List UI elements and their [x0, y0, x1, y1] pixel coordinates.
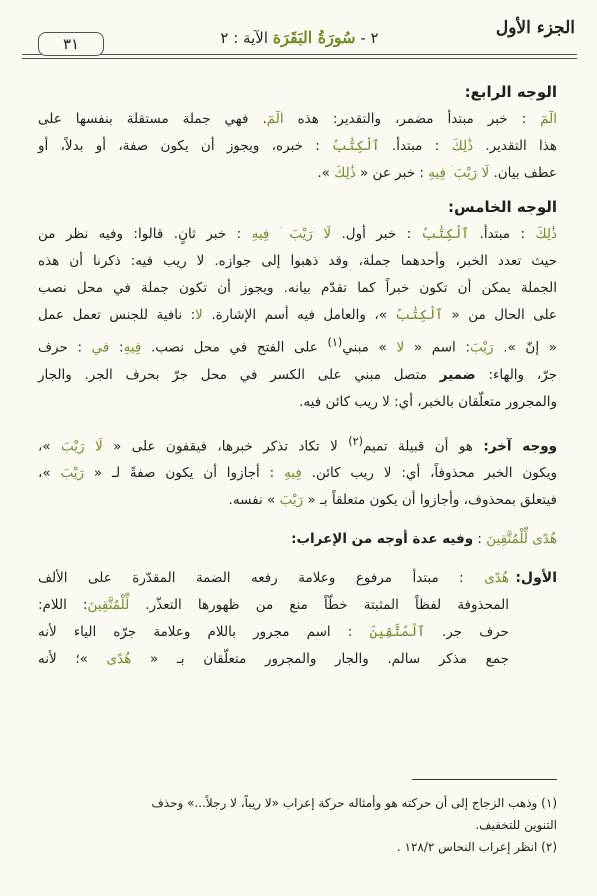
text-line: [38, 329, 557, 362]
other-view-label: ووجه آخر:: [483, 438, 557, 454]
text-line: [38, 221, 557, 248]
text-run: : مبتدأ مرفوع وعلامة رفعه الضمة المقدّرة على الألف: [38, 570, 485, 586]
sura-name: سُورَةُ البَقَرَة: [272, 28, 356, 47]
text-line: [38, 592, 509, 619]
text-run: : مبتدأ.: [469, 226, 536, 242]
page-number: ٣١: [38, 32, 104, 56]
ayah-ref: الآية : ٢: [220, 29, 268, 47]
spacer: [38, 514, 557, 526]
text-line: [38, 362, 557, 389]
bold-term: ضمير: [439, 366, 476, 383]
text-run: : أجازوا أن يكون صفةً لـ «: [84, 465, 285, 481]
text-line: والمجرور متعلّقان بالخبر، أي: لا ريب كائن فيه.: [299, 393, 557, 410]
text-run: . فهي جملة مستقلة بنفسها على: [38, 111, 267, 127]
text-line: [38, 526, 557, 553]
quran-word: لَا رَيْبَ ۛ فِيهِ: [251, 226, 332, 242]
quran-word: هُدًى: [484, 570, 509, 586]
text-line: [38, 160, 557, 187]
section-heading-fourth: الوجه الرابع:: [464, 83, 557, 101]
text-line: حيث تعدد الخبر، وأحدهما جملة، وقد ذهبوا إلى جوازه. لا ريب فيه: ذكرنا أن هذه: [38, 253, 557, 269]
text-run: المحذوفة لفظاً المثبتة خطّاً منع من ظهورها التعذّر.: [129, 597, 509, 613]
text-run: : نافية للجنس تعمل عمل: [38, 307, 196, 323]
text-line: [38, 133, 557, 160]
text-run: : خبر عن «: [355, 165, 429, 181]
quran-word: ذَٰلِكَ: [451, 138, 474, 154]
text-run: :: [473, 531, 487, 547]
text-line: [38, 302, 557, 329]
text-run: فيتعلق بمحذوف، وأجازوا أن يكون متعلقاً بـ «: [303, 492, 557, 508]
section-heading-fifth: الوجه الخامس:: [447, 198, 557, 216]
text-run: ويكون الخبر محذوفاً، أي: لا ريب كائن.: [301, 465, 557, 481]
first-view-block: [38, 565, 557, 673]
first-view-label: الأول:: [515, 570, 557, 586]
spacer: [38, 553, 557, 565]
text-run: : حرف: [38, 339, 92, 356]
text-run: ».: [317, 165, 335, 181]
quran-word: لَا رَيْبَ ۛ فِيهِ: [428, 165, 490, 181]
text-run: »،: [38, 465, 61, 481]
text-run: :: [109, 339, 124, 356]
quran-word: فِيهِ: [123, 339, 142, 356]
quran-word: لا: [396, 339, 405, 356]
text-run: »،: [38, 438, 62, 454]
footnote-1: (١) وذهب الزجاج إلى أن حركته هو وأمثاله حركة إعراب «لا ريباً، لا رجلاً...» وحذف: [151, 796, 557, 810]
text-line: [38, 460, 557, 487]
subsection-heading: وفيه عدة أوجه من الإعراب:: [291, 531, 474, 547]
quran-word: ذَٰلِكَ: [334, 165, 356, 181]
text-run: على الفتح في محل نصب.: [141, 339, 328, 356]
footnote-ref[interactable]: (٢): [348, 434, 364, 448]
quran-word: رَيْبَ: [60, 465, 85, 481]
text-run: لا تكاد تذكر خبرها، فيقفون على «: [102, 438, 349, 454]
footnote-ref[interactable]: (١): [327, 336, 343, 349]
part-title: الجزء الأول: [495, 18, 575, 38]
text-line: الجملة يمكن أن تكون خبراً كما تقدّم بيانه. ويجوز أن تكون جملة في محل نصب: [38, 280, 557, 296]
quran-word: رَيْبَ: [279, 492, 304, 508]
quran-word: رَيْبَ: [470, 339, 494, 356]
text-run: : خبر ثانٍ. قالوا: وفيه نظر من: [38, 226, 252, 242]
text-run: هو أن قبيلة تميم: [363, 438, 484, 454]
text-run: »، والعامل فيه أسم الإشارة.: [202, 307, 396, 323]
text-run: « إنّ ».: [493, 339, 557, 356]
sura-number: ٢ -: [360, 29, 379, 47]
quran-phrase: هُدًى لِّلْمُتَّقِينَ: [486, 531, 557, 547]
text-run: : اسم مجرور باللام وعلامة جرّه الياء لأنه: [38, 624, 370, 640]
text-line: [38, 106, 557, 133]
text-line: [38, 646, 509, 673]
quran-word: لِّلْمُتَّقِينَ: [87, 597, 130, 613]
quran-word: لا: [195, 307, 203, 323]
spacer: [38, 416, 557, 428]
footnote-1-continued: التنوين للتخفيف.: [475, 818, 557, 832]
text-run: على الحال من «: [442, 307, 557, 323]
text-run: : خبر مبتدأ مضمر، والتقدير: هذه: [283, 111, 541, 127]
text-run: حرف جر.: [424, 624, 509, 640]
footnotes: [38, 792, 557, 858]
text-line: [38, 428, 557, 461]
text-run: : خبر أول.: [331, 226, 422, 242]
page-body: [38, 72, 557, 673]
quran-word: ذَٰلِكَ: [535, 226, 557, 242]
quran-word: في: [91, 339, 110, 356]
sura-heading: [22, 28, 577, 47]
quran-word: لَا رَيْبَ: [61, 438, 103, 454]
quran-word: فِيهِ: [284, 465, 302, 481]
quran-word: ٱلْكِتَٰبُ: [421, 226, 470, 242]
text-run: هذا التقدير.: [473, 138, 558, 154]
text-run: : اسم «: [404, 339, 470, 356]
text-run: : خبره، ويجوز أن يكون صفة، أو بدلاً، أو: [38, 138, 333, 154]
text-run: : اللام:: [38, 597, 88, 613]
quran-word: الٓمٓ: [540, 111, 558, 127]
quran-word: ٱلْمُتَّقِينَ: [369, 624, 425, 640]
text-run: »؛ لأنه: [38, 651, 107, 667]
first-view-text: [38, 565, 509, 673]
text-line: [38, 565, 509, 592]
page-header: [22, 12, 577, 70]
quran-word: ٱلْكِتَٰبُ: [332, 138, 380, 154]
quran-word: الٓمٓ: [266, 111, 284, 127]
text-run: » نفسه.: [228, 492, 280, 508]
text-line: [38, 487, 557, 514]
text-run: عطف بيان.: [489, 165, 557, 181]
footnote-rule: [412, 779, 557, 780]
text-run: » مبني: [342, 339, 397, 356]
header-rule: [22, 54, 577, 59]
text-run: : مبتدأ.: [379, 138, 452, 154]
quran-word: هُدًى: [106, 651, 132, 667]
footnote-2: (٢) انظر إعراب النحاس ١٢٨/٢ .: [396, 840, 557, 854]
text-run: جمع مذكر سالم. والجار والمجرور متعلّقان بـ «: [131, 651, 509, 667]
text-run: جرّ، والهاء:: [475, 366, 557, 383]
quran-word: ٱلْكِتَٰبُ: [395, 307, 443, 323]
text-run: متصل مبني على الكسر في محل جرّ بحرف الجر. والجار: [38, 366, 440, 383]
text-line: [38, 619, 509, 646]
